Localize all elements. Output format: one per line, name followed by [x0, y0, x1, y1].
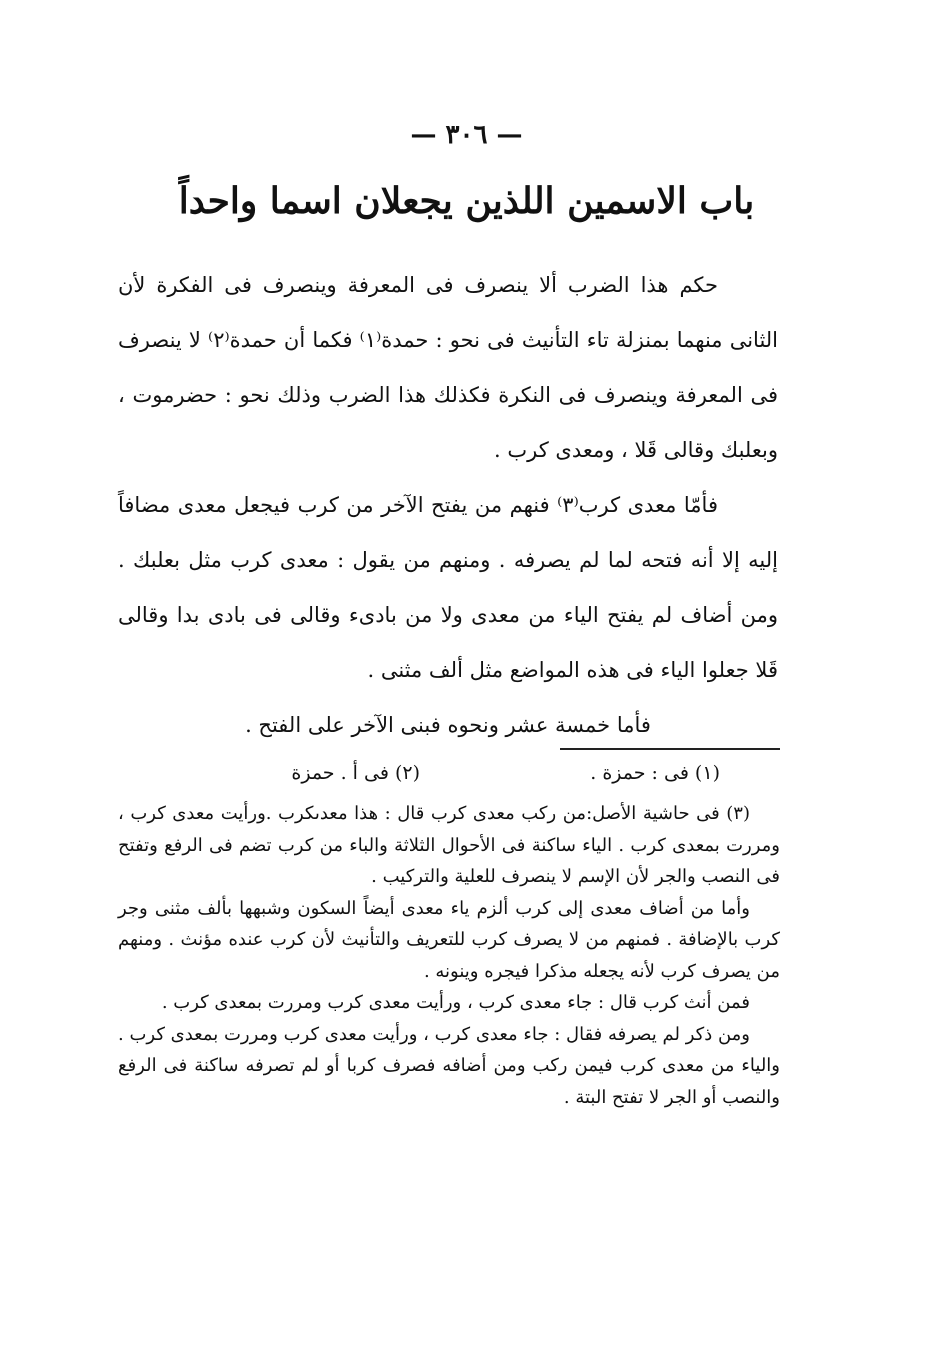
paragraph: فأما خمسة عشر ونحوه فبنى الآخر على الفتح . — [245, 713, 651, 737]
footnote-paragraph: ومن ذكر لم يصرفه فقال : جاء معدى كرب ، ورأيت معدى كرب ومررت بمعدى كرب . والياء من معدى كرب فيمن ركب ومن أضافه فصرف كربا أو لم تصرفه ساكنة فى الرفع والنصب أو الجر لا تفتح البتة . — [118, 1023, 780, 1108]
footnote-1: (١) فى : حمزة . — [590, 762, 720, 784]
footnote-refs-row — [120, 762, 780, 792]
footnote-paragraph: فمن أنث كرب قال : جاء معدى كرب ، ورأيت معدى كرب ومررت بمعدى كرب . — [161, 992, 750, 1013]
paragraph: حكم هذا الضرب ألا ينصرف فى المعرفة وينصرف فى الفكرة لأن الثانى منهما بمنزلة تاء التأنيث فى نحو : حمدة⁽١⁾ فكما أن حمدة⁽٢⁾ لا ينصرف فى المعرفة وينصرف فى النكرة فكذلك هذا الضرب وذلك نحو : حضرموت ، وبعلبك وقالى قَلا ، ومعدى كرب . — [118, 273, 779, 462]
footnote-paragraph: وأما من أضاف معدى إلى كرب ألزم ياء معدى أيضاً السكون وشبهها بألف مثنى وجر كرب بالإضافة . فمنهم من لا يصرف كرب للتعريف والتأنيث لأن كرب عنده مؤنث . ومنهم من يصرف كرب لأنه يجعله مذكرا فيجره وينونه . — [118, 897, 780, 982]
main-text — [118, 258, 778, 753]
footnote-paragraph: (٣) فى حاشية الأصل:من ركب معدى كرب قال : هذا معدىكرب .ورأيت معدى كرب ، ومررت بمعدى كرب . الياء ساكنة فى الأحوال الثلاثة والباء من كرب تضم فى الرفع وتفتح فى النصب والجر لأن الإسم لا ينصرف للعلية والتركيب . — [118, 803, 780, 887]
footnote-divider — [560, 748, 780, 750]
page-number: — ٣٠٦ — — [410, 120, 523, 150]
footnote-2: (٢) فى أ . حمزة — [291, 762, 420, 784]
chapter-title: باب الاسمين اللذين يجعلان اسما واحداً — [178, 180, 755, 222]
paragraph: فأمّا معدى كرب⁽٣⁾ فنهم من يفتح الآخر من كرب فيجعل معدى مضافاً إليه إلا أنه فتحه لما لم يصرفه . ومنهم من يقول : معدى كرب مثل بعلبك . ومن أضاف لم يفتح الياء من معدى ولا من بادىء وقالى فى بادى بدا وقالى قَلا جعلوا الياء فى هذه المواضع مثل ألف مثنى . — [118, 493, 778, 682]
footnotes — [118, 798, 780, 1113]
